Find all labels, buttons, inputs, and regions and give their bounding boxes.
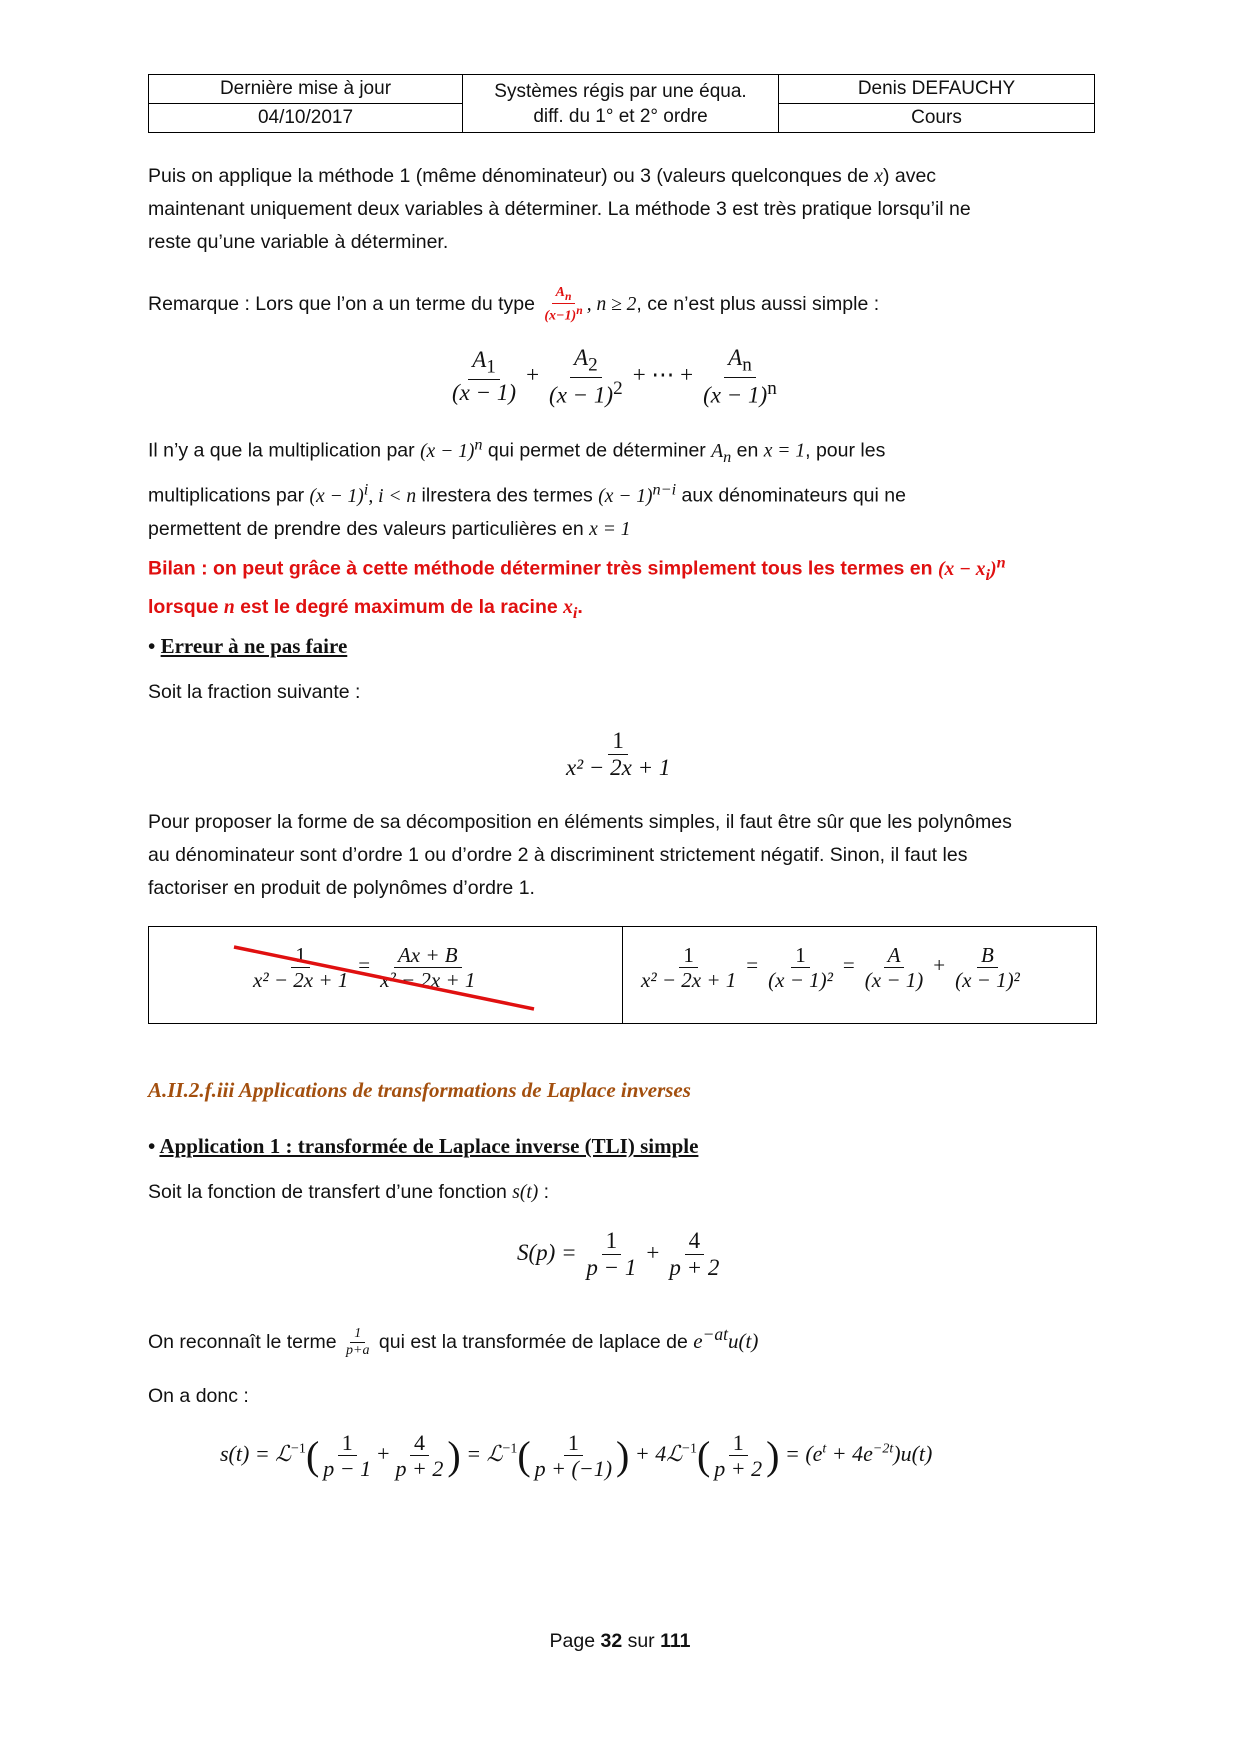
para2-l2m3: (x − 1) [598, 485, 653, 507]
remarque-frac-num: A [555, 285, 565, 300]
recon-b: qui est la transformée de laplace de [373, 1331, 694, 1353]
bilan-l1mpow: n [996, 553, 1006, 571]
final-f3-den: p + (−1) [534, 1456, 613, 1482]
sum-tn-sub: n [742, 354, 752, 376]
final-inv-3: −1 [682, 1441, 697, 1457]
sum-dots: + ⋯ + [632, 362, 694, 388]
final-rhs-pow2: −2t [872, 1441, 894, 1457]
recon-num: 1 [350, 1326, 365, 1343]
sum-tn-pow: n [767, 377, 777, 399]
para2-l1d: , pour les [805, 439, 886, 462]
correct-f3-num: A [887, 943, 901, 967]
bilan-l2a: lorsque [148, 596, 224, 619]
sum-tn-num: A [728, 345, 743, 370]
footer-total-pages: 111 [660, 1630, 691, 1652]
sum-term-2 [545, 345, 627, 409]
bullet-icon: • [148, 1134, 156, 1158]
correct-f2-den: (x − 1)² [768, 968, 833, 993]
wrong-f1-num: 1 [291, 943, 310, 968]
remarque-frac-den-sup: n [576, 304, 583, 318]
para2-l2b: ilrestera des termes [416, 484, 599, 507]
remarque-lead: Remarque : Lors que l’on a un terme du type [148, 293, 541, 316]
footer-page-word: Page [549, 1630, 601, 1652]
inverse-laplace-equation: s(t) = ℒ$^{-1}$( $\frac{1}{p - 1}$ + $\frac{4}{p + 2}$ ) = ℒ$^{-1}$( $\frac{1}{p + (-1)}$ ) + 4ℒ$^{-1}$( $\frac{1}{p + 2}$ ) = $(e^t + 4e^{-2t})u(t)$ [220, 1430, 933, 1482]
para2-l2m3pow: n−i [652, 480, 677, 499]
s-f2-den: p + 2 [669, 1255, 720, 1281]
final-f3-num: 1 [564, 1430, 583, 1456]
final-frac-3 [531, 1430, 616, 1482]
header-author: Denis DEFAUCHY [778, 75, 1094, 104]
recognition-line [148, 1318, 758, 1359]
strike-line [234, 947, 534, 1009]
header-doc-type: Cours [778, 104, 1094, 133]
final-f4-den: p + 2 [714, 1456, 763, 1482]
sum-t2-sub: 2 [588, 354, 598, 376]
final-frac-4 [710, 1430, 766, 1482]
para1-var: x [874, 166, 883, 187]
remarque-condition: , n ≥ 2 [586, 294, 637, 316]
erreur-frac [562, 728, 674, 782]
remarque-tail: , ce n’est plus aussi simple : [636, 293, 880, 316]
erreur-expl-l3: factoriser en produit de polynômes d’ordre 1. [148, 877, 535, 899]
sum-t2-num: A [574, 345, 589, 370]
bilan-l1: Bilan : on peut grâce à cette méthode déterminer très simplement tous les termes en [148, 557, 938, 580]
sum-t2-pow: 2 [613, 377, 623, 399]
wrong-f2-den: x² − 2x + 1 [380, 968, 476, 993]
app1-intro-b: : [538, 1181, 550, 1203]
erreur-expl-l1: Pour proposer la forme de sa décomposition en éléments simples, il faut être sûr que les polynômes [148, 811, 1012, 833]
para2-l3m: x = 1 [589, 518, 631, 540]
erreur-fraction [562, 728, 674, 782]
s-frac-1 [582, 1228, 640, 1282]
app1-intro-a: Soit la fonction de transfert d’une fonction [148, 1181, 513, 1203]
correct-f1-num: 1 [679, 943, 698, 968]
para2-l1b: qui permet de déterminer [482, 439, 712, 462]
header-title-line2: diff. du 1° et 2° ordre [533, 105, 708, 127]
para1-line2: maintenant uniquement deux variables à déterminer. La méthode 3 est très pratique lorsqu’il ne [148, 198, 971, 220]
final-rhs-b: + 4e [826, 1440, 873, 1466]
s-frac-2 [665, 1228, 723, 1282]
correct-f1-den: x² − 2x + 1 [641, 968, 737, 993]
para2-l3a: permettent de prendre des valeurs particulières en [148, 517, 590, 540]
wrong-equals: = [358, 953, 371, 978]
final-rhs-a: = (e [784, 1440, 823, 1466]
remarque-fraction [540, 285, 586, 325]
correct-f4-num: B [981, 943, 994, 967]
header-title-line1: Systèmes régis par une équa. [494, 80, 747, 102]
final-frac-2 [392, 1430, 448, 1482]
erreur-title: Erreur à ne pas faire [160, 634, 348, 658]
erreur-explanation [148, 806, 1108, 905]
application-1-intro [148, 1176, 549, 1209]
page-footer [0, 1630, 1240, 1653]
recon-den: p+a [346, 1343, 370, 1359]
recon-a: On reconnaît le terme [148, 1331, 343, 1353]
bilan-l2m2sub: i [572, 604, 578, 623]
correct-frac-2 [764, 943, 837, 992]
final-f4-num: 1 [729, 1430, 748, 1456]
s-lhs: S(p) = [517, 1240, 577, 1266]
correct-f4-den: (x − 1)² [955, 968, 1020, 993]
final-f2-num: 4 [410, 1430, 429, 1456]
sum-term-1 [448, 347, 520, 406]
application-1-title: Application 1 : transformée de Laplace inverse (TLI) simple [159, 1134, 699, 1158]
para2-l1a: Il n’y a que la multiplication par [148, 439, 421, 462]
wrong-f2-num: Ax + B [397, 943, 458, 967]
correct-frac-1 [637, 943, 740, 992]
erreur-intro: Soit la fraction suivante : [148, 681, 361, 703]
bilan-l2b: est le degré maximum de la racine [234, 596, 564, 619]
para2-l2c: aux dénominateurs qui ne [676, 484, 906, 507]
s-f1-den: p − 1 [586, 1255, 637, 1281]
final-rhs-c: )u(t) [893, 1440, 933, 1466]
application-1-heading [148, 1134, 698, 1159]
correct-frac-3 [861, 943, 927, 992]
section-title: A.II.2.f.iii Applications de transformations de Laplace inverses [148, 1078, 691, 1102]
partial-sum-equation: $\frac{A_1}{(x - 1)}$ + $\frac{A_2}{(x - 1)^2}$ + ⋯ + $\frac{A_n}{(x - 1)^n}$ [448, 345, 781, 409]
bilan-l1msub: i [985, 565, 991, 584]
remarque-line [148, 285, 879, 325]
final-frac-1 [319, 1430, 375, 1482]
erreur-heading [148, 634, 347, 659]
app1-intro-m: s(t) [512, 1182, 539, 1203]
final-f2-den: p + 2 [395, 1456, 444, 1482]
sum-t1-den: (x − 1) [452, 379, 517, 405]
bilan-l2m: n [223, 597, 235, 619]
para2-l1m2: A [711, 440, 724, 462]
sum-term-n [699, 345, 781, 409]
final-f1-den: p − 1 [323, 1456, 372, 1482]
para2-l2a: multiplications par [148, 484, 310, 507]
transfer-function-equation: S(p) = $\frac{1}{p - 1}$ + $\frac{4}{p + 2}$ [517, 1228, 723, 1282]
comparison-divider [622, 927, 623, 1023]
header-course-title [462, 75, 778, 133]
recon-frac [342, 1326, 373, 1359]
wrong-f1-den: x² − 2x + 1 [253, 968, 349, 993]
paragraph-method [148, 160, 1098, 259]
para2-l1c: en [731, 439, 764, 462]
para1-line3: reste qu’une variable à déterminer. [148, 231, 449, 253]
footer-sur: sur [622, 1630, 661, 1652]
header-date: 04/10/2017 [149, 104, 463, 133]
bilan-l2m2: x [563, 597, 573, 619]
s-f2-num: 4 [685, 1228, 705, 1255]
correct-decomposition: $\frac{1}{\text{x² − 2x + 1}}$ = $\frac{1}{\text{(x − 1)²}}$ = $\frac{A}{(x - 1)}$ + $\frac{B}{\text{(x − 1)²}}$ [637, 943, 1024, 992]
para2-l1m3: x = 1 [763, 440, 806, 462]
final-inv-1: −1 [291, 1441, 306, 1457]
remarque-frac-den: (x−1) [544, 308, 577, 324]
para2-l1m1: (x − 1) [420, 440, 475, 462]
erreur-frac-den: x² − 2x + 1 [566, 755, 671, 781]
s-f1-num: 1 [602, 1228, 622, 1255]
header-last-update-label: Dernière mise à jour [149, 75, 463, 104]
sum-tn-den: (x − 1) [703, 382, 768, 408]
remarque-frac-num-sub: n [564, 289, 572, 303]
final-inv-2: −1 [502, 1441, 518, 1457]
sum-t2-den: (x − 1) [549, 382, 614, 408]
final-mid2: + 4ℒ [634, 1440, 683, 1466]
erreur-expl-l2: au dénominateur sont d’ordre 1 ou d’ordre 2 à discriminent strictement négatif. Sinon, il faut les [148, 844, 968, 866]
final-mid: = ℒ [466, 1440, 503, 1466]
bullet-icon: • [148, 634, 156, 658]
final-rhs-pow1: t [822, 1441, 827, 1457]
correct-frac-4 [951, 943, 1024, 992]
para2-l1m2sub: n [723, 447, 732, 466]
bilan-l2c: . [577, 596, 583, 619]
recon-m2: u(t) [728, 1329, 759, 1353]
recon-m: e [693, 1329, 703, 1353]
para2-l2m1pow: i [363, 480, 369, 499]
sum-t1-sub: 1 [486, 356, 496, 378]
para2-l2m1: (x − 1) [309, 485, 364, 507]
sum-t1-num: A [472, 347, 487, 373]
recon-pow: −at [702, 1324, 728, 1344]
header-table [148, 74, 1095, 133]
strike-through-line [149, 927, 622, 1023]
paragraph-multiplication [148, 428, 1108, 546]
para2-l2m2: , i < n [368, 485, 417, 507]
erreur-frac-num: 1 [608, 728, 628, 755]
bilan-l1m: (x − x [937, 558, 986, 580]
correct-f3-den: (x − 1) [864, 968, 924, 993]
on-a-donc: On a donc : [148, 1385, 249, 1407]
bilan-summary [148, 546, 1006, 630]
para1-line1a: Puis on applique la méthode 1 (même dénominateur) ou 3 (valeurs quelconques de [148, 165, 875, 187]
bilan-l1mend: ) [990, 558, 997, 580]
final-lhs: s(t) = ℒ [220, 1440, 292, 1466]
comparison-table [148, 926, 1097, 1024]
final-f1-num: 1 [338, 1430, 357, 1456]
correct-f2-num: 1 [791, 943, 810, 968]
para2-l1m1pow: n [474, 435, 483, 453]
para1-line1b: ) avec [882, 165, 937, 187]
footer-page-number: 32 [600, 1630, 623, 1652]
